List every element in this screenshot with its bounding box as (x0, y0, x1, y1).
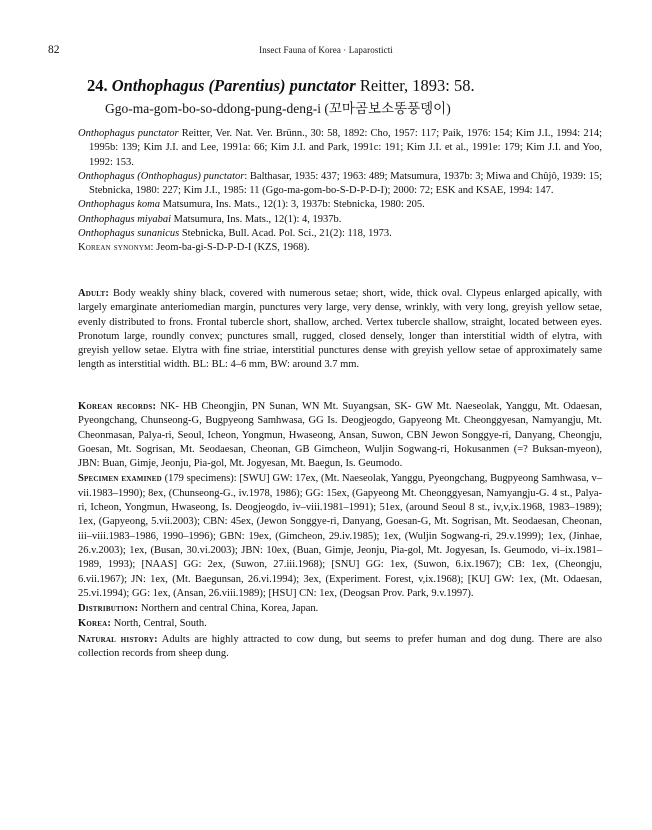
korean-synonym-text: Jeom-ba-gi-S-D-P-D-I (KZS, 1968). (153, 242, 310, 254)
distribution (78, 602, 602, 616)
specimen-examined-label: Specimen examined (78, 473, 162, 485)
species-genus: Onthophagus (111, 76, 205, 95)
synonym-entry (78, 198, 602, 212)
synonym-entry (78, 227, 602, 241)
synonym-name: Onthophagus (Onthophagus) punctator (78, 170, 245, 182)
running-title: Insect Fauna of Korea · Laparosticti (259, 45, 393, 55)
synonym-entry (78, 170, 602, 199)
synonym-name: Onthophagus miyabai (78, 213, 172, 225)
natural-history-text: Adults are highly attracted to cow dung, but seems to prefer human and dog dung. There are also collection records from sheep dung. (78, 633, 602, 660)
korea-label: Korea: (78, 618, 112, 630)
korean-common-name: Ggo-ma-gom-bo-so-ddong-pung-deng-i (꼬마곰보소똥풍뎅이) (105, 101, 451, 116)
specimen-examined-text: (179 specimens): [SWU] GW: 17ex, (Mt. Naeseolak, Yanggu, Pyeongchang, Bugpyeong Samhwasa, v–vii.1983–1990); 8ex, (Chunseong-G., iv.1978, 1986); GG: 15ex, (Gapyeong Mt. Cheonggyesan, Namyangju-G. 4 st., Palya-ri, Icheon, Yongmun, Hwaseong, Is. Deogjeogdo, iv–viii.1981–1991); 51ex, (around Seoul 8 st., iv,v,ix.1968, 1983–1989); 1ex, (Gapyeong, 5.vii.2003); CBN: 45ex, (Jewon Songgye-ri, Danyang, Goesan-G, Mt. Sogrisan, Mt. Seodaesan, Cheonan, iii–viii.1983–1986, 1990–1996); GBN: 19ex, (Gimcheon, 29.iv.1985); 1ex, (Wuljin Sogwang-ri, 29.v.1999); 1ex, (Jinhae, 26.v.2003); 1ex, (Busan, 30.vi.2003); JBN: 10ex, (Buan, Gimje, Jeonju, Pia-gol, Mt. Jogyesan, Is. Geumodo, vi–ix.1981–1989, 1993); [NAAS] GG: 2ex, (Suwon, 27.iii.1968); [SNU] GG: 1ex, (Suwon, 6.ix.1967); CB: 1ex, (Cheongju, 6.vii.1967); JN: 1ex, (Mt. Baegunsan, 26.vi.1994); 3ex, (Experiment. Forest, v,ix.1968); [KU] GW: 1ex, (Mt. Odaesan, 25.vi.1994); GG: 1ex, (Ansan, 26.viii.1989); [HSU] CN: 1ex, (Deogsan Prov. Park, 9.v.1997). (78, 473, 603, 599)
adult-description (78, 287, 602, 373)
distribution-label: Distribution: (78, 603, 139, 615)
distribution-text: Northern and central China, Korea, Japan. (138, 603, 319, 615)
synonym-entry (78, 127, 602, 170)
species-heading (87, 76, 475, 96)
specimen-examined (78, 472, 602, 601)
korean-synonym (78, 241, 602, 255)
korea-text: North, Central, South. (111, 618, 207, 630)
synonym-citation: : Balthasar, 1935: 437; 1963: 489; Matsumura, 1937b: 3; Miwa and Chûjô, 1939: 15; Stebnicka, 1980: 227; Kim J.I., 1985: 11 (Ggo-ma-gom-bo-S-D-P-D-I); 2000: 72; ESK and KSAE, 1994: 147. (89, 170, 602, 197)
species-epithet: punctator (289, 76, 356, 95)
korean-records-label: Korean records: (78, 401, 157, 412)
species-number: 24. (87, 76, 108, 95)
adult-label: Adult: (78, 288, 110, 299)
running-head (48, 44, 604, 58)
natural-history-label: Natural history: (78, 633, 158, 645)
synonym-entry (78, 213, 602, 227)
synonym-citation: Reitter, Ver. Nat. Ver. Brünn., 30: 58, 1892: Cho, 1957: 117; Paik, 1976: 154; Kim J.I., 1994: 214; 1995b: 139; Kim J.I. and Lee, 1991a: 66; Kim J.I. and Park, 1991c: 191; Kim J.I. et al., 1991e: 179; Kim J.I. and Yoo, 1992: 153. (89, 128, 602, 168)
synonymy-section (78, 127, 602, 256)
synonym-name: Onthophagus sunanicus (78, 228, 180, 240)
synonym-name: Onthophagus koma (78, 199, 160, 211)
species-subgenus: (Parentius) (208, 76, 286, 95)
synonym-citation: Stebnicka, Bull. Acad. Pol. Sci., 21(2): 118, 1973. (179, 228, 392, 240)
korean-synonym-label: Korean synonym: (78, 242, 154, 254)
synonym-citation: Matsumura, Ins. Mats., 12(1): 4, 1937b. (171, 213, 342, 225)
page-number: 82 (48, 44, 60, 56)
korea-range (78, 617, 602, 631)
adult-text: Body weakly shiny black, covered with numerous setae; short, wide, thick oval. Clypeus enlarged apically, with largely emarginate anteriomedian margin, punctures very large, very dense, wrinkly, with very long, greyish yellow setae, evenly distributed to frons. Frontal tubercle short, shallow, arched. Vertex tubercle shallow, straight, located between eyes. Pronotum large, roundly convex; punctures small, rugged, closed densely, longer than interstitial width of elytra, with greyish yellow setae. Elytra with fine striae, interstitial punctures dense with greyish yellow setae of approximately same length as interstitial width. BL: BL: 4–6 mm, BW: around 3.7 mm. (78, 288, 602, 371)
records-section (78, 400, 602, 662)
synonym-citation: Matsumura, Ins. Mats., 12(1): 3, 1937b: Stebnicka, 1980: 205. (159, 199, 425, 211)
synonym-name: Onthophagus punctator (78, 128, 179, 139)
species-author-year: Reitter, 1893: 58. (359, 76, 475, 95)
korean-records (78, 400, 602, 471)
natural-history (78, 633, 602, 662)
korean-records-text: NK- HB Cheongjin, PN Sunan, WN Mt. Suyangsan, SK- GW Mt. Naeseolak, Yanggu, Mt. Odaesan, Pyeongchang, Chunseong-G, Bugpyeong Samhwasa, GG Is. Deogjeogdo, Gapyeong Mt. Cheonggyesan, Namyangju, Mt. Cheonmasan, Palya-ri, Seoul, Icheon, Yongmun, Hwaseong, Ansan, Suwon, CBN Jewon Songgye-ri, Danyang, Cheongju, Goesan, Mt. Sogrisan, Mt. Seodaesan, Cheonan, GB Gimcheon, Wuljin Sogwang-ri, Hokusanmen (=? Buksan-myeon), JBN: Buan, Gimje, Jeonju, Pia-gol, Mt. Jogyesan, Mt. Baegun, Is. Geumodo. (78, 401, 603, 470)
